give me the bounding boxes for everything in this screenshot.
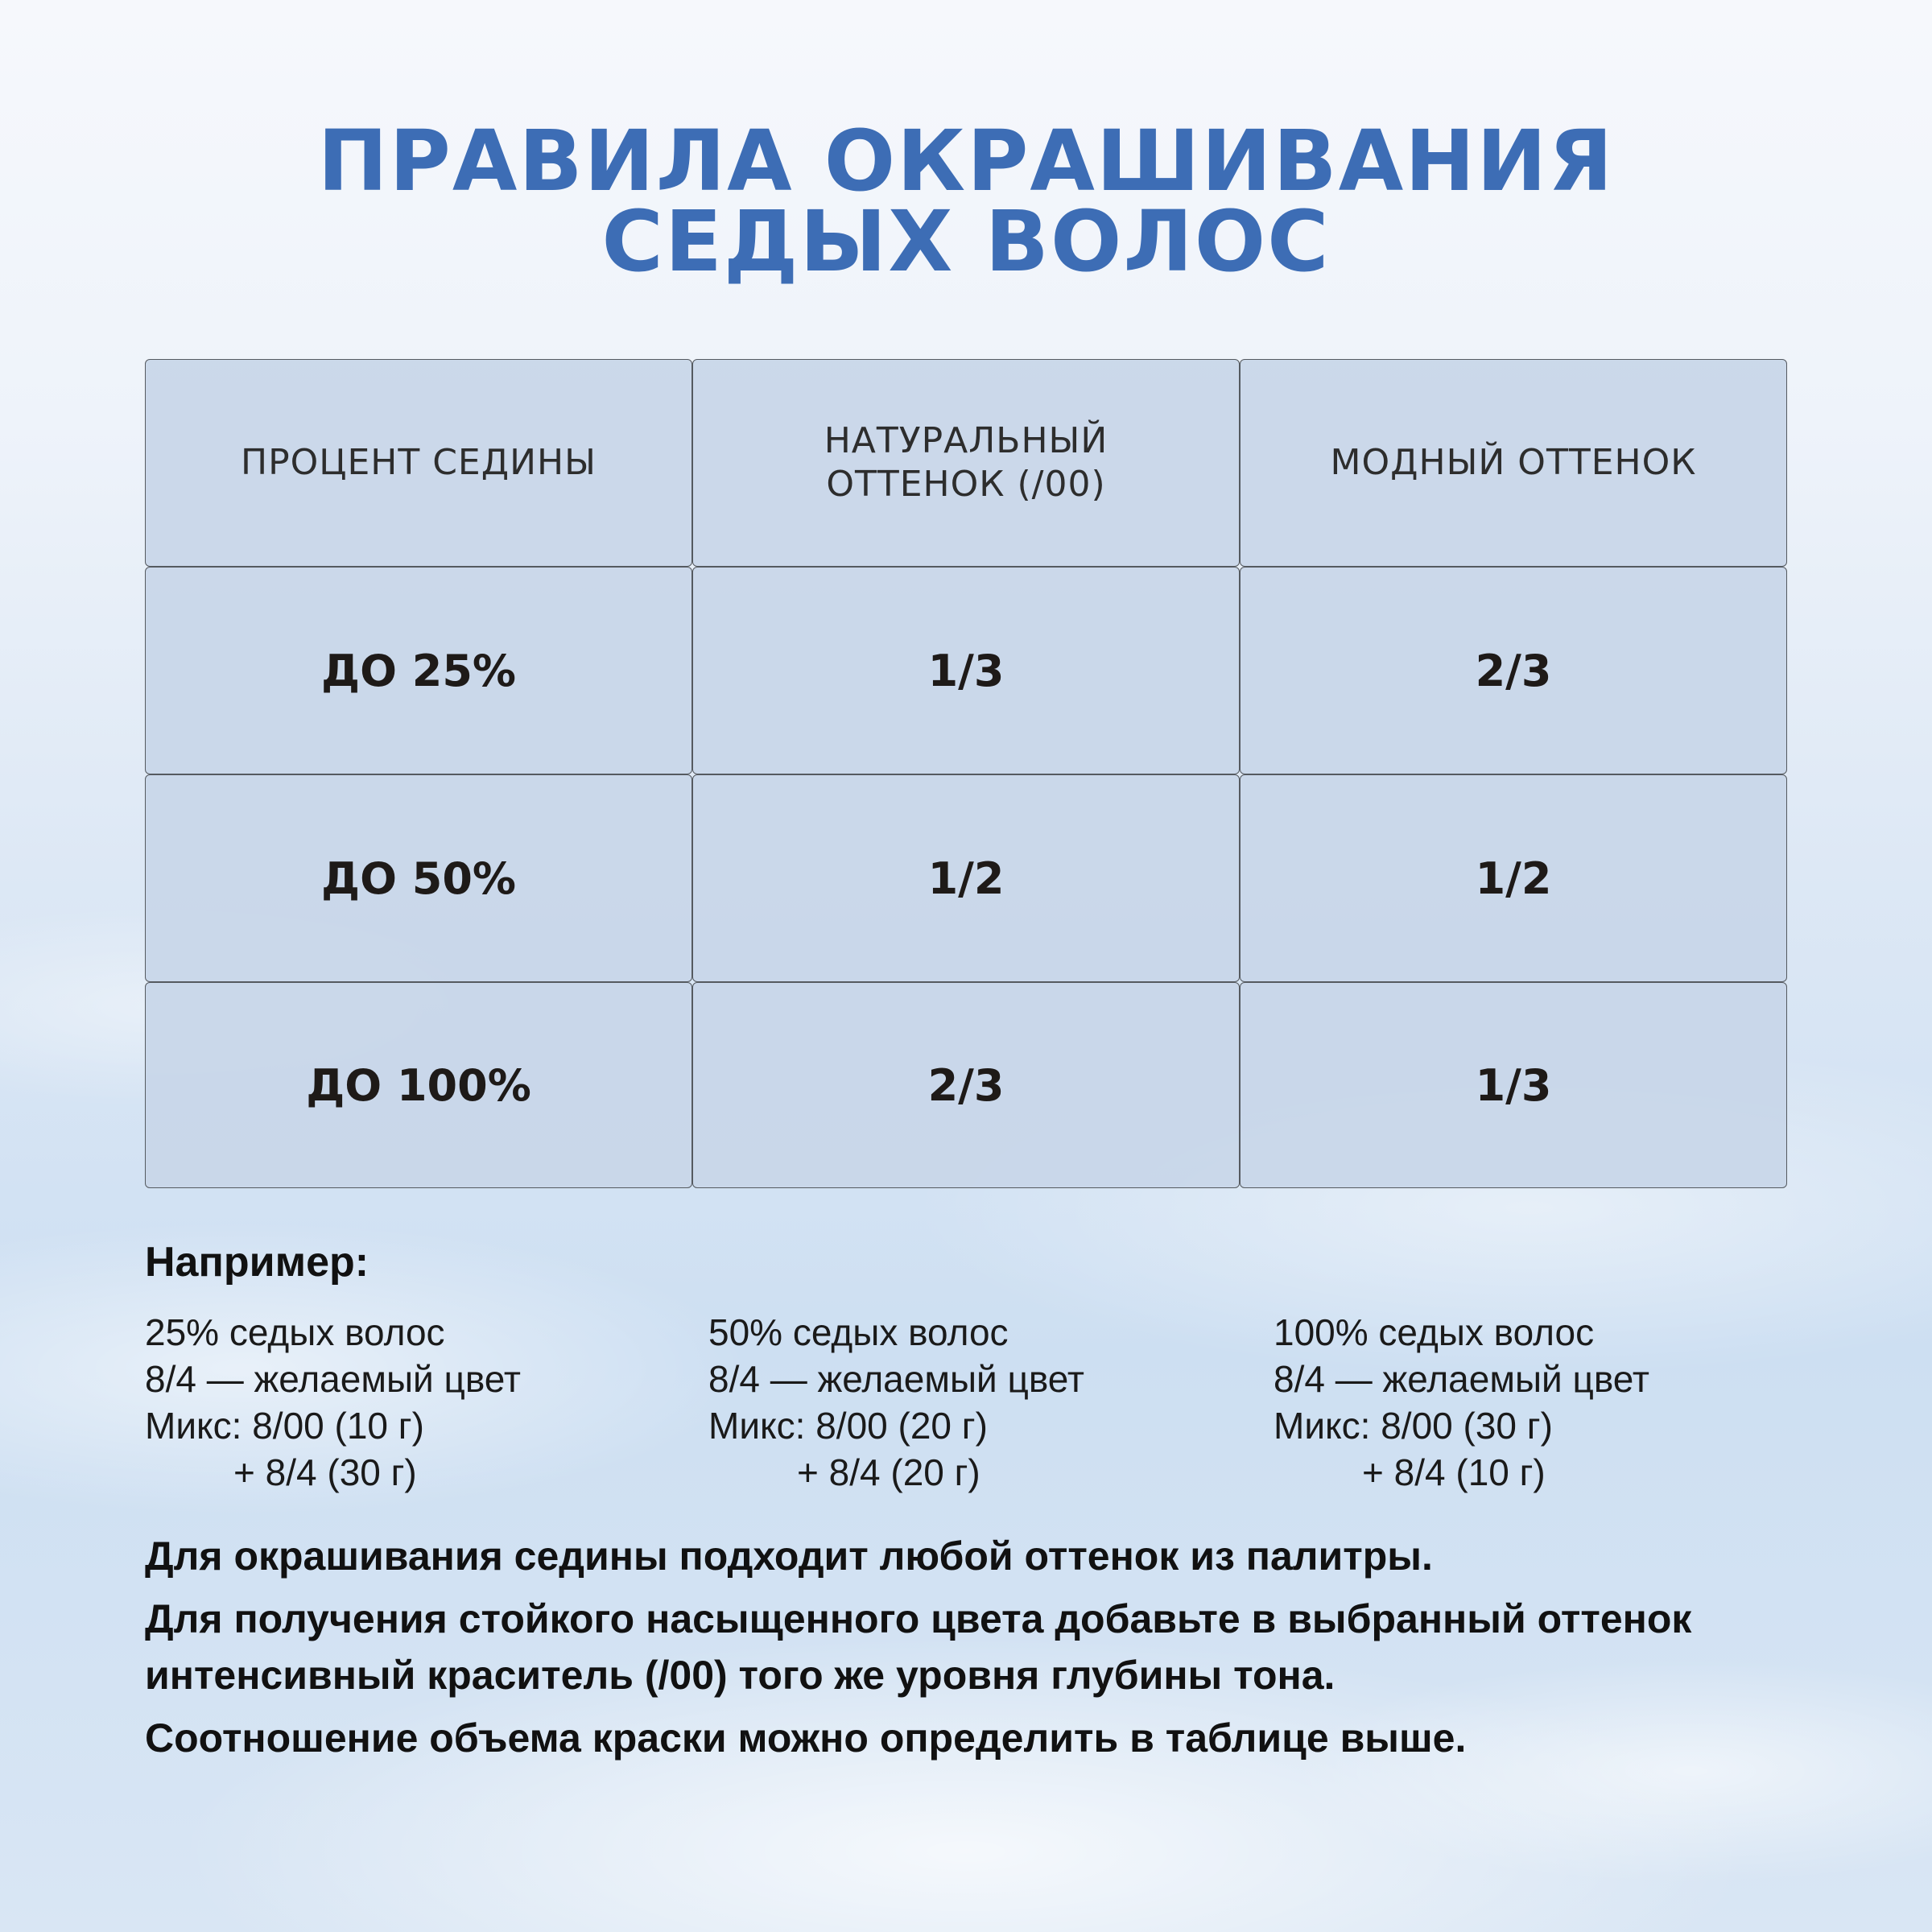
- example-100: [1274, 1309, 1835, 1496]
- cell-row2-natural: 1/2: [692, 774, 1240, 982]
- header-natural-shade: [692, 359, 1240, 567]
- example-line: 8/4 — желаемый цвет: [1274, 1358, 1649, 1400]
- example-line: + 8/4 (30 г): [233, 1451, 417, 1493]
- cell-row2-fashion: 1/2: [1240, 774, 1787, 982]
- example-heading: Например:: [145, 1239, 369, 1286]
- note-3: Соотношение объема краски можно определить в таблице выше.: [145, 1715, 1467, 1761]
- title-line-2: СЕДЫХ ВОЛОС: [601, 192, 1331, 291]
- note-1: Для окрашивания седины подходит любой оттенок из палитры.: [145, 1534, 1433, 1579]
- example-line: Микс: 8/00 (30 г): [1274, 1405, 1553, 1447]
- header-natural-shade-line-1: НАТУРАЛЬНЫЙ: [824, 420, 1108, 461]
- header-natural-shade-line-2: ОТТЕНОК (/00): [826, 464, 1106, 505]
- example-line: + 8/4 (10 г): [1362, 1451, 1546, 1493]
- cell-row1-percent: ДО 25%: [145, 567, 692, 774]
- example-line: 100% седых волос: [1274, 1311, 1595, 1353]
- cell-row1-fashion: 2/3: [1240, 567, 1787, 774]
- cell-row3-percent: ДО 100%: [145, 982, 692, 1188]
- cell-row2-percent: ДО 50%: [145, 774, 692, 982]
- example-line: + 8/4 (20 г): [797, 1451, 980, 1493]
- example-50: [708, 1309, 1274, 1496]
- cell-row3-natural: 2/3: [692, 982, 1240, 1188]
- example-line: Микс: 8/00 (10 г): [145, 1405, 424, 1447]
- example-line: 50% седых волос: [708, 1311, 1009, 1353]
- cell-row1-natural: 1/3: [692, 567, 1240, 774]
- title-line-1: ПРАВИЛА ОКРАШИВАНИЯ: [317, 112, 1615, 210]
- example-25: [145, 1309, 708, 1496]
- notes: [145, 1528, 1835, 1773]
- cell-row3-fashion: 1/3: [1240, 982, 1787, 1188]
- header-gray-percent: ПРОЦЕНТ СЕДИНЫ: [145, 359, 692, 567]
- examples: [145, 1309, 1835, 1496]
- example-line: 25% седых волос: [145, 1311, 445, 1353]
- header-fashion-shade: МОДНЫЙ ОТТЕНОК: [1240, 359, 1787, 567]
- example-line: Микс: 8/00 (20 г): [708, 1405, 988, 1447]
- example-line: 8/4 — желаемый цвет: [145, 1358, 521, 1400]
- note-2: Для получения стойкого насыщенного цвета добавьте в выбранный оттенок интенсивный краситель (/00) того же уровня глубины тона.: [145, 1596, 1692, 1698]
- example-line: 8/4 — желаемый цвет: [708, 1358, 1084, 1400]
- ratio-table: [145, 359, 1787, 1188]
- page-title: [0, 112, 1932, 291]
